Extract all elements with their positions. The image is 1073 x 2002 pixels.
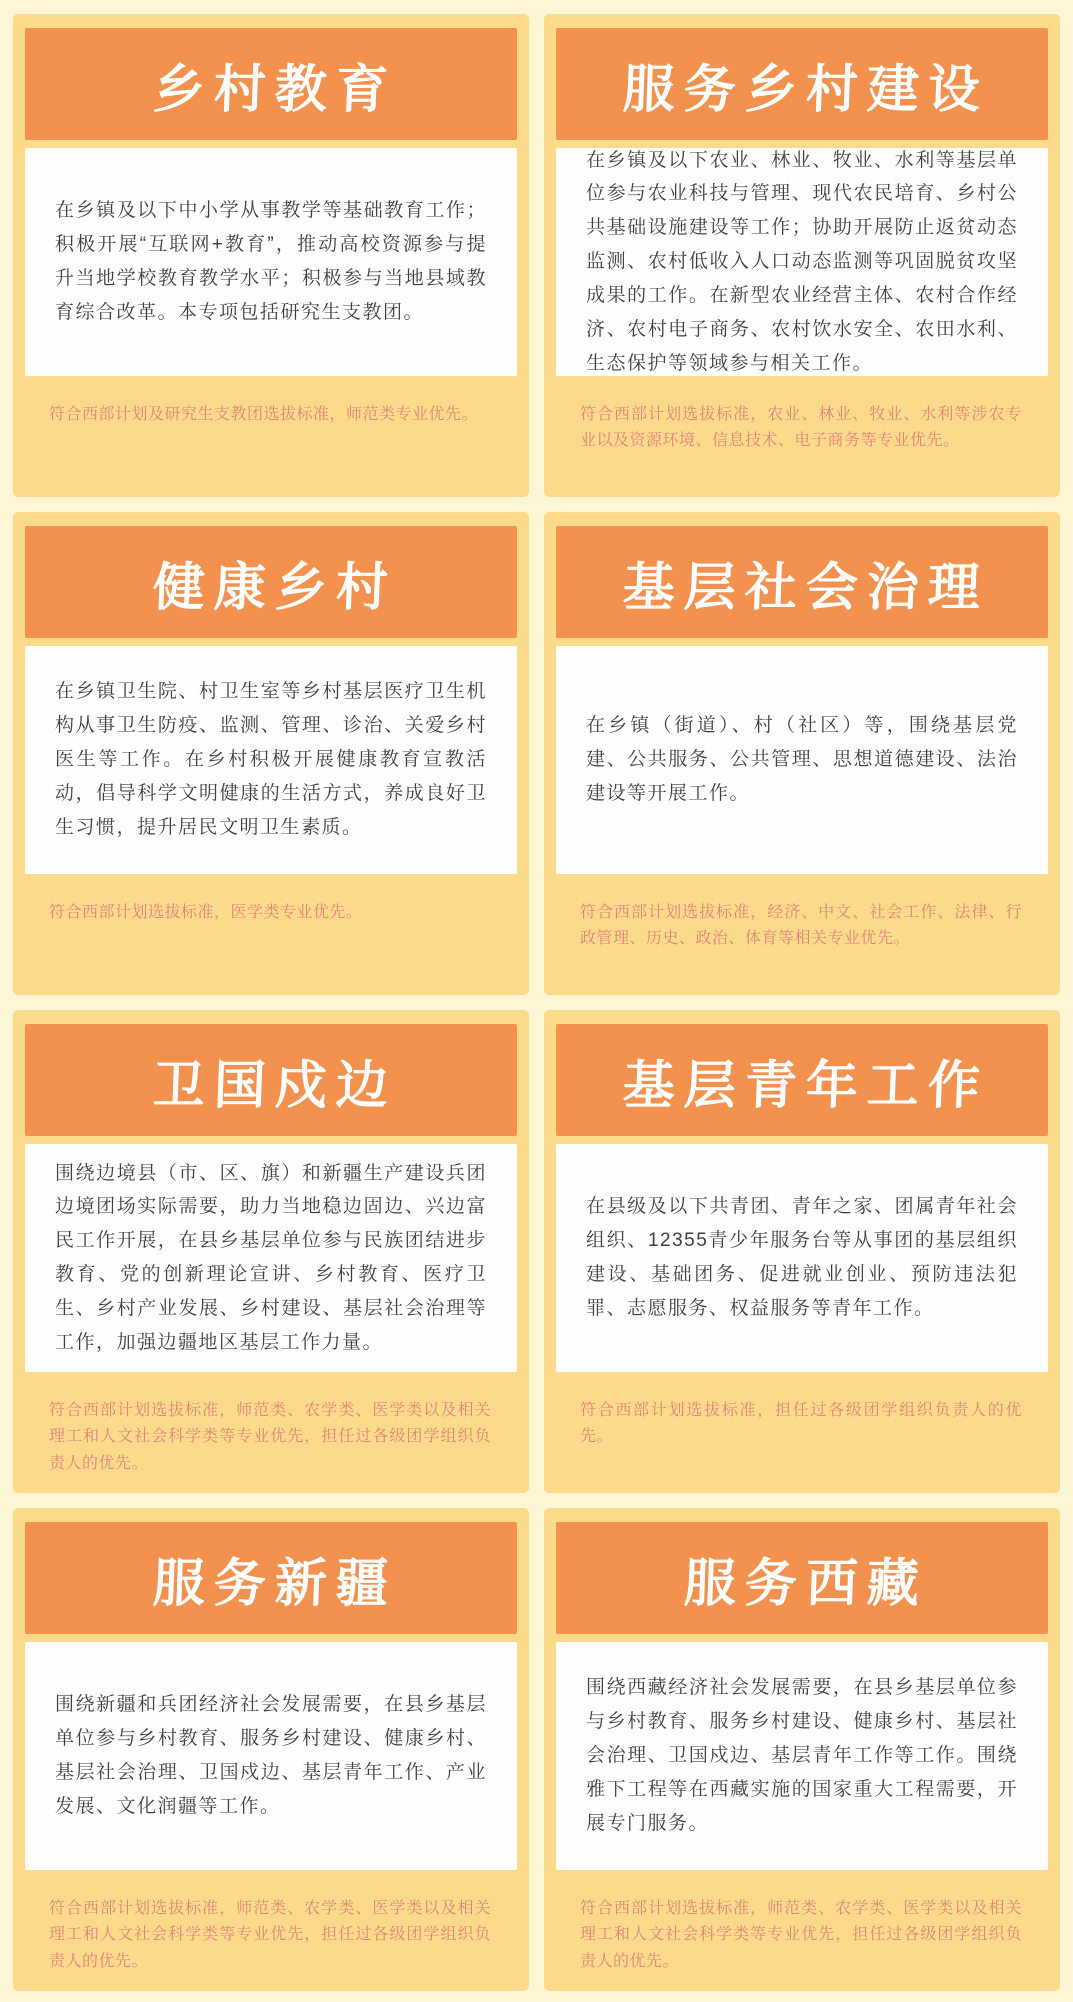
card-eligibility-note: 符合西部计划选拔标准，经济、中文、社会工作、法律、行政管理、历史、政治、体育等相关专业优先。 bbox=[580, 904, 1022, 948]
card-description-box bbox=[25, 646, 517, 874]
card-title-banner bbox=[25, 526, 517, 638]
card-title-banner bbox=[556, 526, 1048, 638]
card-description-box bbox=[25, 148, 517, 376]
card-description-box bbox=[25, 1642, 517, 1870]
card-description-box bbox=[556, 1642, 1048, 1870]
card-description: 在县级及以下共青团、青年之家、团属青年社会组织、12355青少年服务台等从事团的基层组织建设、基础团务、促进就业创业、预防违法犯罪、志愿服务、权益服务等青年工作。 bbox=[586, 1196, 1018, 1319]
card-grassroots-youth-work bbox=[544, 1010, 1060, 1493]
card-description: 围绕西藏经济社会发展需要，在县乡基层单位参与乡村教育、服务乡村建设、健康乡村、基层社会治理、卫国戍边、基层青年工作等工作。围绕雅下工程等在西藏实施的国家重大工程需要，开展专门服务。 bbox=[586, 1677, 1018, 1834]
card-title: 健康乡村 bbox=[152, 558, 399, 617]
card-description-box bbox=[25, 1144, 517, 1372]
card-description-box bbox=[556, 148, 1048, 376]
card-description: 在乡镇卫生院、村卫生室等乡村基层医疗卫生机构从事卫生防疫、监测、管理、诊治、关爱乡村医生等工作。在乡村积极开展健康教育宣教活动，倡导科学文明健康的生活方式，养成良好卫生习惯，提升居民文明卫生素质。 bbox=[55, 681, 487, 838]
card-description: 在乡镇及以下农业、林业、牧业、水利等基层单位参与农业科技与管理、现代农民培育、乡村公共基础设施建设等工作；协助开展防止返贫动态监测、农村低收入人口动态监测等巩固脱贫攻坚成果的工作。在新型农业经营主体、农村合作经济、农村电子商务、农村饮水安全、农田水利、生态保护等领域参与相关工作。 bbox=[586, 149, 1018, 374]
card-grassroots-governance bbox=[544, 512, 1060, 995]
card-description: 围绕边境县（市、区、旗）和新疆生产建设兵团边境团场实际需要，助力当地稳边固边、兴边富民工作开展，在县乡基层单位参与民族团结进步教育、党的创新理论宣讲、乡村教育、医疗卫生、乡村产业发展、乡村建设、基层社会治理等工作，加强边疆地区基层工作力量。 bbox=[55, 1162, 487, 1353]
card-serve-tibet bbox=[544, 1508, 1060, 1991]
card-title: 基层青年工作 bbox=[622, 1056, 991, 1115]
card-rural-education bbox=[13, 14, 529, 497]
card-border-defense bbox=[13, 1010, 529, 1493]
card-title-banner bbox=[556, 1024, 1048, 1136]
card-title-banner bbox=[25, 1024, 517, 1136]
card-eligibility-note: 符合西部计划选拔标准，农业、林业、牧业、水利等涉农专业以及资源环境、信息技术、电子商务等专业优先。 bbox=[580, 406, 1022, 450]
card-title-banner bbox=[556, 1522, 1048, 1634]
card-eligibility-note: 符合西部计划及研究生支教团选拔标准，师范类专业优先。 bbox=[49, 406, 479, 423]
card-title: 乡村教育 bbox=[152, 60, 399, 119]
card-serve-rural-construction bbox=[544, 14, 1060, 497]
card-eligibility-note: 符合西部计划选拔标准，医学类专业优先。 bbox=[49, 904, 363, 921]
card-eligibility-note: 符合西部计划选拔标准，师范类、农学类、医学类以及相关理工和人文社会科学类等专业优先，担任过各级团学组织负责人的优先。 bbox=[580, 1900, 1022, 1970]
card-title: 卫国戍边 bbox=[152, 1056, 399, 1115]
card-title: 服务新疆 bbox=[152, 1554, 399, 1613]
card-title: 服务西藏 bbox=[683, 1554, 930, 1613]
card-title: 服务乡村建设 bbox=[622, 60, 991, 119]
card-healthy-village bbox=[13, 512, 529, 995]
card-description: 在乡镇（街道）、村（社区）等，围绕基层党建、公共服务、公共管理、思想道德建设、法治建设等开展工作。 bbox=[586, 715, 1018, 804]
card-title-banner bbox=[25, 28, 517, 140]
card-description-box bbox=[556, 1144, 1048, 1372]
card-description-box bbox=[556, 646, 1048, 874]
card-title: 基层社会治理 bbox=[622, 558, 991, 617]
card-eligibility-note: 符合西部计划选拔标准，师范类、农学类、医学类以及相关理工和人文社会科学类等专业优先，担任过各级团学组织负责人的优先。 bbox=[49, 1402, 491, 1472]
card-description: 围绕新疆和兵团经济社会发展需要，在县乡基层单位参与乡村教育、服务乡村建设、健康乡村、基层社会治理、卫国戍边、基层青年工作、产业发展、文化润疆等工作。 bbox=[55, 1694, 487, 1817]
card-title-banner bbox=[25, 1522, 517, 1634]
card-eligibility-note: 符合西部计划选拔标准，担任过各级团学组织负责人的优先。 bbox=[580, 1402, 1022, 1446]
card-description: 在乡镇及以下中小学从事教学等基础教育工作；积极开展“互联网+教育”，推动高校资源参与提升当地学校教育教学水平；积极参与当地县域教育综合改革。本专项包括研究生支教团。 bbox=[55, 200, 487, 323]
card-eligibility-note: 符合西部计划选拔标准，师范类、农学类、医学类以及相关理工和人文社会科学类等专业优先，担任过各级团学组织负责人的优先。 bbox=[49, 1900, 491, 1970]
card-title-banner bbox=[556, 28, 1048, 140]
card-serve-xinjiang bbox=[13, 1508, 529, 1991]
